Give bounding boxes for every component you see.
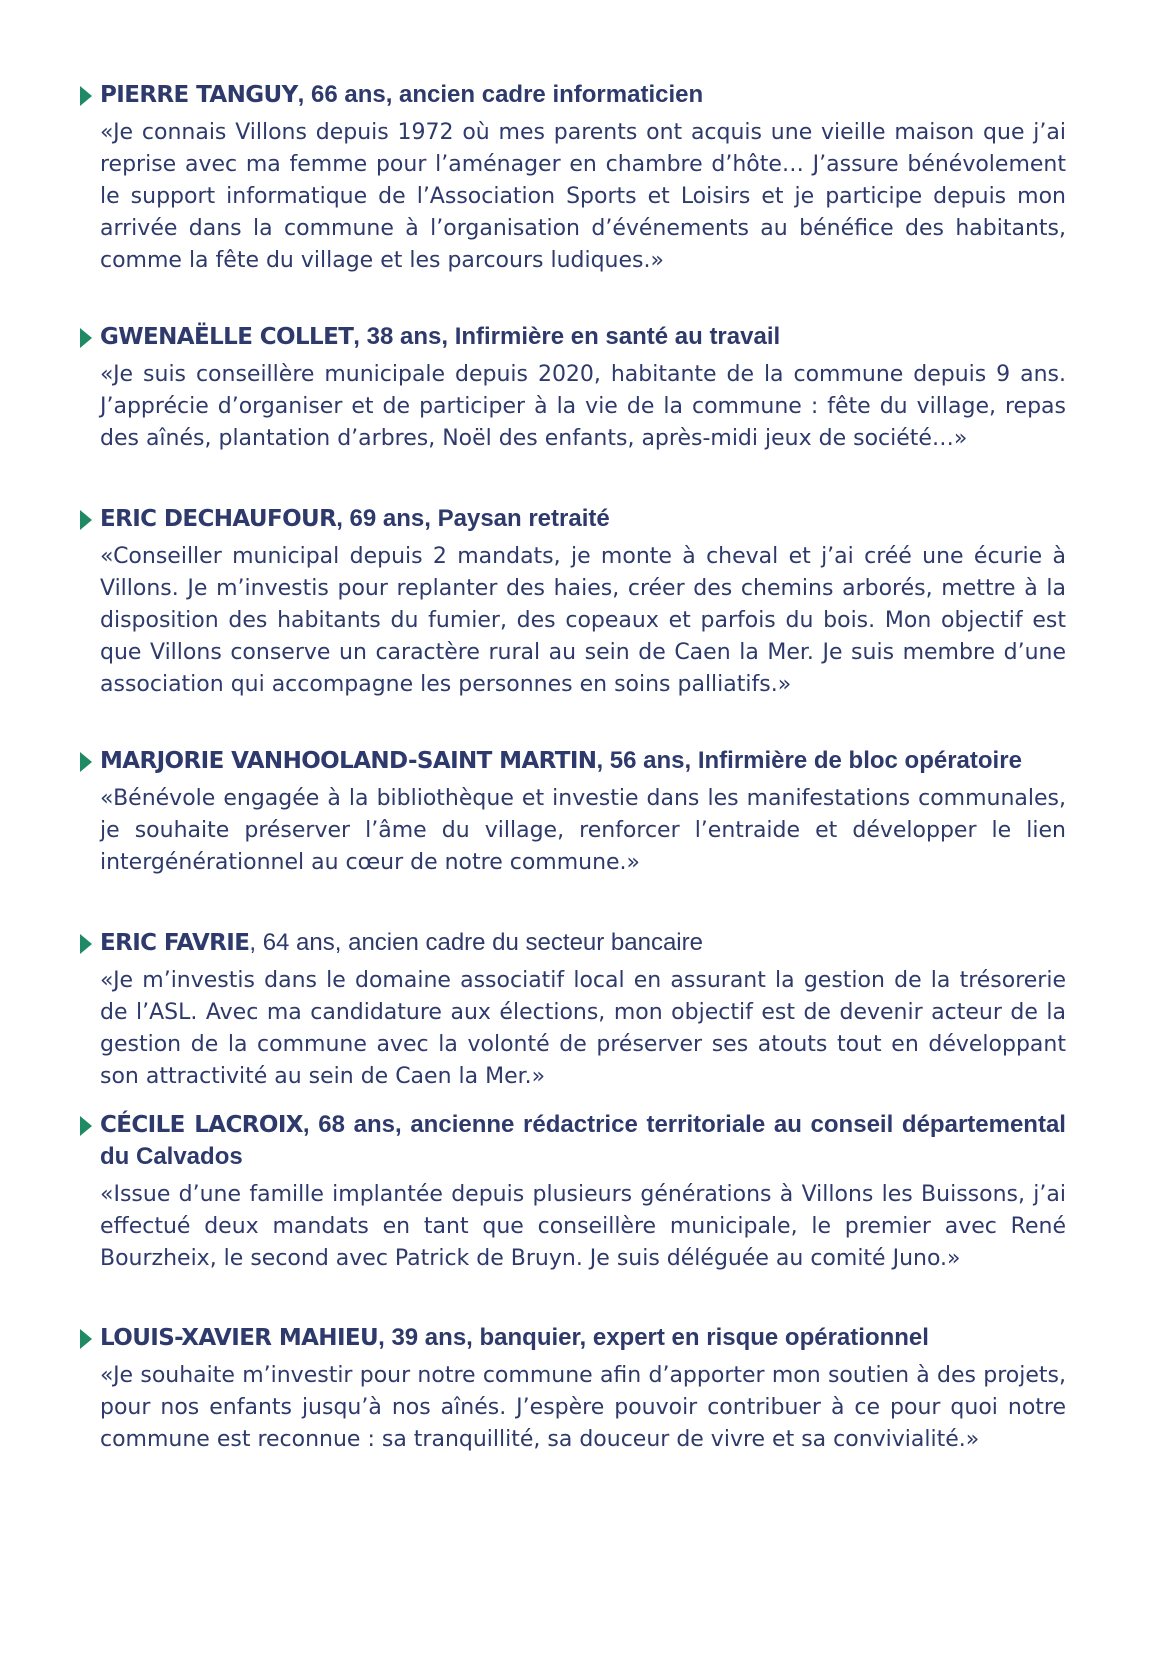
candidate-details: , 39 ans, banquier, expert en risque opérationnel xyxy=(378,1324,929,1351)
candidate-name: MARJORIE VANHOOLAND-SAINT MARTIN xyxy=(100,748,597,774)
candidate-heading xyxy=(100,1322,1066,1354)
candidate-quote: «Bénévole engagée à la bibliothèque et investie dans les manifestations communales, je souhaite préserver l’âme du village, renforcer l’entraide et développer le lien intergénérationnel au cœur de notre commune.» xyxy=(100,786,1066,875)
candidate-heading xyxy=(100,503,1066,535)
candidate-quote: «Je connais Villons depuis 1972 où mes parents ont acquis une vieille maison que j’ai reprise avec ma femme pour l’aménager en chambre d’hôte… J’assure bénévolement le support informatique de l’Association Sports et Loisirs et je participe depuis mon arrivée dans la commune à l’organisation d’événements au bénéfice des habitants, comme la fête du village et les parcours ludiques.» xyxy=(100,120,1066,273)
candidate-details: , 68 ans, ancienne rédactrice territoriale au conseil départemental du Calvados xyxy=(100,1111,1066,1170)
candidate-entry-eric-dechaufour xyxy=(100,503,1066,701)
candidate-details: , 64 ans, ancien cadre du secteur bancaire xyxy=(249,929,703,956)
candidate-name: GWENAËLLE COLLET xyxy=(100,324,354,350)
candidate-quote: «Je souhaite m’investir pour notre commune afin d’apporter mon soutien à des projets, pour nos enfants jusqu’à nos aînés. J’espère pouvoir contribuer à ce pour quoi notre commune est reconnue : sa tranquillité, sa douceur de vivre et sa convivialité.» xyxy=(100,1363,1066,1452)
candidate-name: CÉCILE LACROIX xyxy=(100,1112,303,1138)
bullet-arrow-icon xyxy=(80,934,92,954)
candidate-entry-pierre-tanguy xyxy=(100,79,1066,277)
candidate-entry-gwenaelle-collet xyxy=(100,321,1066,455)
candidate-details: , 56 ans, Infirmière de bloc opératoire xyxy=(596,747,1022,774)
candidate-details: , 69 ans, Paysan retraité xyxy=(336,505,610,532)
candidate-quote: «Conseiller municipal depuis 2 mandats, je monte à cheval et j’ai créé une écurie à Villons. Je m’investis pour replanter des haies, créer des chemins arborés, mettre à la disposition des habitants du fumier, des copeaux et parfois du bois. Mon objectif est que Villons conserve un caractère rural au sein de Caen la Mer. Je suis membre d’une association qui accompagne les personnes en soins palliatifs.» xyxy=(100,544,1066,697)
candidate-name: LOUIS-XAVIER MAHIEU xyxy=(100,1325,379,1351)
candidate-name: ERIC FAVRIE xyxy=(100,930,250,956)
candidate-heading xyxy=(100,321,1066,353)
candidate-entry-louis-xavier-mahieu xyxy=(100,1322,1066,1456)
candidate-quote: «Je m’investis dans le domaine associatif local en assurant la gestion de la trésorerie de l’ASL. Avec ma candidature aux élections, mon objectif est de devenir acteur de la gestion de la commune avec la volonté de préserver ses atouts tout en développant son attractivité au sein de Caen la Mer.» xyxy=(100,968,1066,1089)
bullet-arrow-icon xyxy=(80,1116,92,1136)
candidate-name: PIERRE TANGUY xyxy=(100,82,298,108)
bullet-arrow-icon xyxy=(80,328,92,348)
candidate-entry-cecile-lacroix xyxy=(100,1109,1066,1275)
candidate-quote: «Issue d’une famille implantée depuis plusieurs générations à Villons les Buissons, j’ai effectué deux mandats en tant que conseillère municipale, le premier avec René Bourzheix, le second avec Patrick de Bruyn. Je suis déléguée au comité Juno.» xyxy=(100,1182,1066,1271)
bullet-arrow-icon xyxy=(80,1329,92,1349)
candidate-name: ERIC DECHAUFOUR xyxy=(100,506,337,532)
candidate-details: , 66 ans, ancien cadre informaticien xyxy=(297,81,704,108)
bullet-arrow-icon xyxy=(80,510,92,530)
candidate-entry-marjorie-vanhooland-saint-martin xyxy=(100,745,1066,879)
candidate-quote: «Je suis conseillère municipale depuis 2020, habitante de la commune depuis 9 ans. J’apprécie d’organiser et de participer à la vie de la commune : fête du village, repas des aînés, plantation d’arbres, Noël des enfants, après-midi jeux de société…» xyxy=(100,362,1066,451)
candidate-details: , 38 ans, Infirmière en santé au travail xyxy=(353,323,781,350)
candidate-heading xyxy=(100,927,1066,959)
bullet-arrow-icon xyxy=(80,86,92,106)
candidate-entry-eric-favrie xyxy=(100,927,1066,1093)
bullet-arrow-icon xyxy=(80,752,92,772)
candidate-heading xyxy=(100,1109,1066,1173)
candidate-heading xyxy=(100,745,1066,777)
candidate-heading xyxy=(100,79,1066,111)
